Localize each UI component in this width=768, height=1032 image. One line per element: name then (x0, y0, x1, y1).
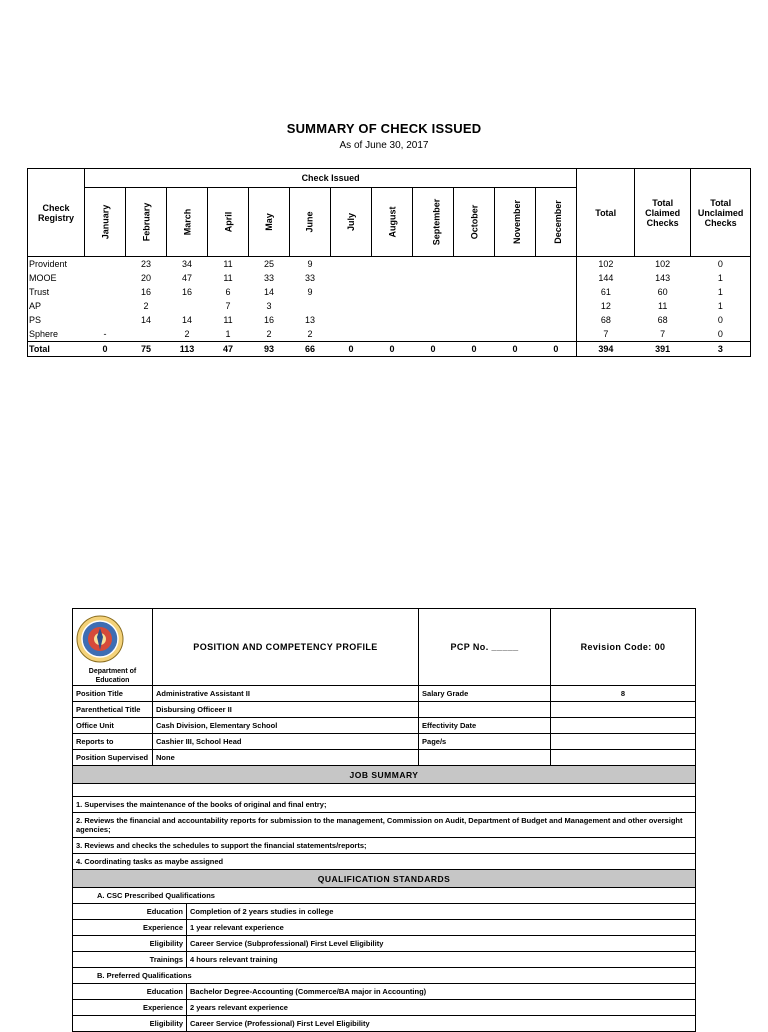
month-value: 23 (126, 257, 167, 272)
salary-grade-value: 8 (551, 686, 696, 702)
month-value (85, 257, 126, 272)
month-header: November (495, 188, 536, 257)
month-value: 9 (290, 257, 331, 272)
month-value: 16 (140, 287, 151, 297)
row-unclaimed: 0 (691, 327, 751, 342)
month-value: 34 (167, 257, 208, 272)
parenthetical-title-value: Disbursing Officeer II (153, 702, 419, 718)
job-summary-header: JOB SUMMARY (73, 766, 696, 784)
month-value: 14 (140, 315, 151, 325)
month-value: 93 (249, 342, 290, 357)
month-value: 33 (304, 273, 315, 283)
month-value: 66 (290, 342, 331, 357)
month-value (495, 299, 536, 313)
col-header-total: Total (577, 169, 635, 257)
row-claimed: 68 (657, 315, 668, 325)
month-value: 0 (331, 342, 372, 357)
row-total: 7 (577, 327, 635, 342)
position-title-value: Administrative Assistant II (153, 686, 419, 702)
month-value (536, 299, 577, 313)
month-value: 113 (167, 342, 208, 357)
month-value (85, 285, 126, 299)
registry-name: Trust (28, 285, 85, 299)
row-unclaimed: 0 (691, 257, 751, 272)
month-value: 13 (304, 315, 315, 325)
salary-grade-label: Salary Grade (419, 686, 551, 702)
qual-value: Bachelor Degree-Accounting (Commerce/BA major in Accounting) (187, 984, 696, 1000)
position-supervised-label: Position Supervised (73, 750, 153, 766)
office-unit-label: Office Unit (73, 718, 153, 734)
month-value (85, 313, 126, 327)
position-title-label: Position Title (73, 686, 153, 702)
month-header: March (167, 188, 208, 257)
month-value (495, 257, 536, 272)
month-header: December (536, 188, 577, 257)
month-value (413, 257, 454, 272)
month-value: - (103, 329, 107, 339)
table-row (28, 257, 751, 272)
month-value: 11 (223, 315, 233, 325)
summary-subtitle: As of June 30, 2017 (339, 140, 429, 151)
month-value (536, 257, 577, 272)
month-value (536, 327, 577, 342)
deped-seal-icon (76, 615, 124, 663)
row-claimed: 60 (657, 287, 668, 297)
month-value (85, 299, 126, 313)
month-value (413, 299, 454, 313)
month-value (454, 299, 495, 313)
row-total: 68 (577, 313, 635, 327)
month-value: 2 (143, 301, 149, 311)
month-value (454, 285, 495, 299)
preferred-qualifications-label: B. Preferred Qualifications (73, 968, 696, 984)
month-value: 0 (413, 342, 454, 357)
month-value: 2 (307, 329, 313, 339)
month-header: August (372, 188, 413, 257)
month-value: 14 (263, 287, 274, 297)
month-value: 33 (263, 273, 274, 283)
month-value (495, 271, 536, 285)
duty-item: 2. Reviews the financial and accountability reports for submission to the management, Commission on Audit, Department of Budget and Management and other oversight agencies; (73, 813, 696, 838)
month-value (331, 299, 372, 313)
registry-name: PS (28, 313, 85, 327)
row-claimed: 7 (660, 329, 666, 339)
month-header: September (413, 188, 454, 257)
table-row (28, 313, 751, 327)
month-value: 16 (263, 315, 274, 325)
month-value: 0 (454, 342, 495, 357)
table-row (28, 285, 751, 299)
month-value: 0 (85, 342, 126, 357)
row-unclaimed: 0 (691, 313, 751, 327)
pcp-number: PCP No. _____ (419, 609, 551, 686)
qual-key: Trainings (73, 952, 187, 968)
check-summary-table (27, 168, 751, 357)
month-value: 3 (266, 301, 272, 311)
month-value (454, 257, 495, 272)
row-total: 102 (577, 257, 635, 272)
position-competency-profile (72, 608, 696, 1032)
col-header-unclaimed: Total Unclaimed Checks (691, 169, 751, 257)
month-value: 2 (266, 329, 272, 339)
month-value: 14 (181, 315, 192, 325)
month-value (454, 327, 495, 342)
qual-value: Completion of 2 years studies in college (187, 904, 696, 920)
month-header: February (126, 188, 167, 257)
col-header-check-issued: Check Issued (85, 169, 577, 188)
qual-key: Experience (73, 1000, 187, 1016)
row-unclaimed: 1 (691, 285, 751, 299)
row-unclaimed: 3 (691, 342, 751, 357)
row-total: 144 (577, 271, 635, 285)
month-value (413, 271, 454, 285)
dept-logo-cell (73, 609, 153, 686)
row-total: 61 (577, 285, 635, 299)
duty-item: 4. Coordinating tasks as maybe assigned (73, 854, 696, 870)
col-header-registry: Check Registry (28, 169, 85, 257)
reports-to-value: Cashier III, School Head (153, 734, 419, 750)
registry-name: Sphere (28, 327, 85, 342)
month-value (413, 285, 454, 299)
row-unclaimed: 1 (691, 271, 751, 285)
registry-name: Provident (28, 257, 85, 272)
row-total: 394 (577, 342, 635, 357)
month-value (536, 285, 577, 299)
month-value (413, 327, 454, 342)
total-row (28, 342, 751, 357)
qual-key: Eligibility (73, 1016, 187, 1032)
month-value (495, 313, 536, 327)
month-value (413, 313, 454, 327)
qualification-header: QUALIFICATION STANDARDS (73, 870, 696, 888)
position-supervised-value: None (153, 750, 419, 766)
qual-key: Eligibility (73, 936, 187, 952)
qual-value: 1 year relevant experience (187, 920, 696, 936)
month-value (495, 285, 536, 299)
qual-value: Career Service (Professional) First Level Eligibility (187, 1016, 696, 1032)
month-value (290, 299, 331, 313)
qual-value: Career Service (Subprofessional) First Level Eligibility (187, 936, 696, 952)
month-value (536, 313, 577, 327)
month-value (331, 257, 372, 272)
table-row (28, 327, 751, 342)
row-unclaimed: 1 (691, 299, 751, 313)
month-value: 0 (495, 342, 536, 357)
month-value (126, 327, 167, 342)
month-value: 20 (140, 273, 151, 283)
month-value (372, 257, 413, 272)
month-value: 11 (223, 273, 233, 283)
month-value: 47 (181, 273, 192, 283)
month-header: July (331, 188, 372, 257)
month-value: 1 (225, 329, 231, 339)
month-header: April (208, 188, 249, 257)
revision-code: Revision Code: 00 (551, 609, 696, 686)
dept-name: Department of Education (88, 668, 137, 684)
registry-name: MOOE (28, 271, 85, 285)
month-value (167, 299, 208, 313)
duty-item: 1. Supervises the maintenance of the books of original and final entry; (73, 797, 696, 813)
month-header: June (290, 188, 331, 257)
csc-qualifications-label: A. CSC Prescribed Qualifications (73, 888, 696, 904)
pcp-title: POSITION AND COMPETENCY PROFILE (153, 609, 419, 686)
month-header: January (85, 188, 126, 257)
month-value (454, 271, 495, 285)
month-value: 25 (249, 257, 290, 272)
month-value (372, 271, 413, 285)
qual-key: Education (73, 904, 187, 920)
month-value (372, 299, 413, 313)
month-value: 0 (536, 342, 577, 357)
qual-value: 4 hours relevant training (187, 952, 696, 968)
month-value: 2 (184, 329, 190, 339)
month-value (536, 271, 577, 285)
month-value: 0 (372, 342, 413, 357)
month-header: May (249, 188, 290, 257)
month-value: 7 (225, 301, 231, 311)
month-value: 47 (208, 342, 249, 357)
row-claimed: 391 (635, 342, 691, 357)
month-value (372, 327, 413, 342)
month-value: 16 (181, 287, 192, 297)
month-value: 75 (126, 342, 167, 357)
table-row (28, 271, 751, 285)
qual-key: Experience (73, 920, 187, 936)
registry-name: Total (28, 342, 85, 357)
month-value (331, 313, 372, 327)
month-value (372, 313, 413, 327)
month-value (372, 285, 413, 299)
pages-label: Page/s (419, 734, 551, 750)
month-header: October (454, 188, 495, 257)
row-claimed: 11 (657, 301, 668, 311)
row-claimed: 102 (635, 257, 691, 272)
month-value (331, 327, 372, 342)
month-value (85, 271, 126, 285)
month-value: 11 (208, 257, 249, 272)
parenthetical-title-label: Parenthetical Title (73, 702, 153, 718)
office-unit-value: Cash Division, Elementary School (153, 718, 419, 734)
row-total: 12 (577, 299, 635, 313)
month-value (495, 327, 536, 342)
duty-item: 3. Reviews and checks the schedules to support the financial statements/reports; (73, 838, 696, 854)
qual-key: Education (73, 984, 187, 1000)
col-header-claimed: Total Claimed Checks (635, 169, 691, 257)
reports-to-label: Reports to (73, 734, 153, 750)
month-value: 9 (307, 287, 313, 297)
month-value (331, 271, 372, 285)
month-value (454, 313, 495, 327)
row-claimed: 143 (655, 273, 671, 283)
month-value (331, 285, 372, 299)
table-row (28, 299, 751, 313)
month-value: 6 (225, 287, 231, 297)
registry-name: AP (28, 299, 85, 313)
qual-value: 2 years relevant experience (187, 1000, 696, 1016)
effectivity-date-label: Effectivity Date (419, 718, 551, 734)
summary-title: SUMMARY OF CHECK ISSUED (286, 121, 482, 136)
